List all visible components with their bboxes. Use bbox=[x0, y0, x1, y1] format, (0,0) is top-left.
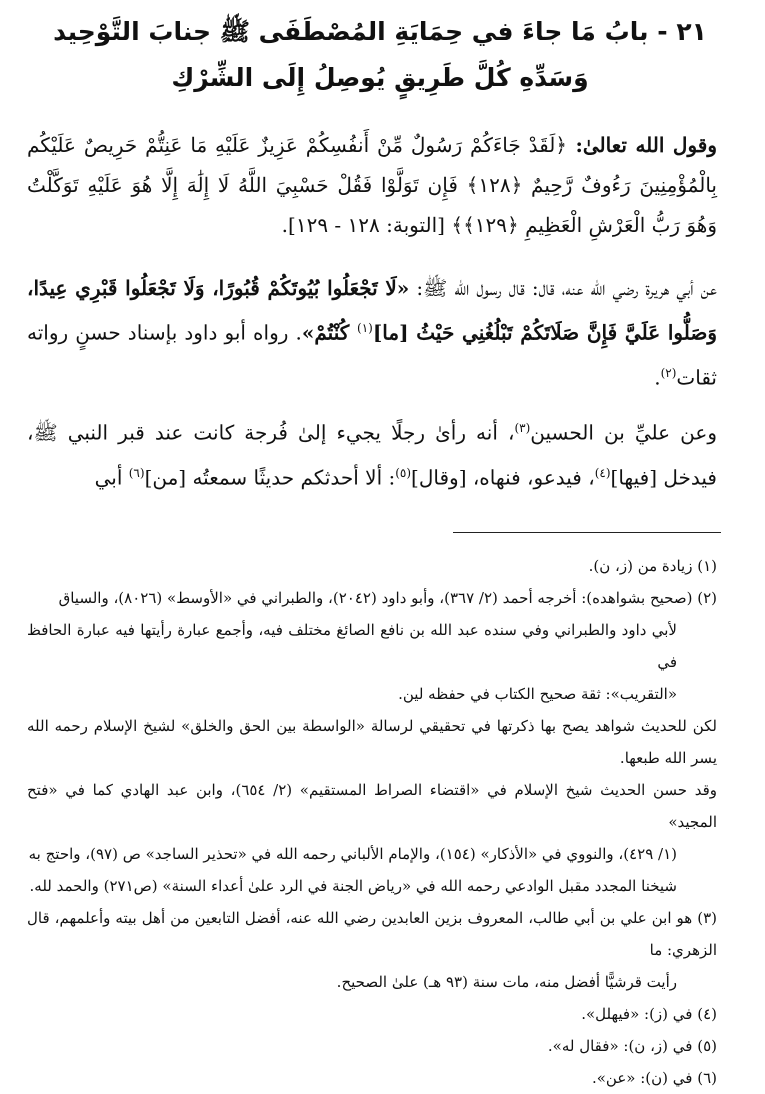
footnote-divider bbox=[453, 532, 721, 533]
footnote-line: (١) زيادة من (ز، ن). bbox=[588, 557, 717, 575]
footnote-line: «التقريب»: ثقة صحيح الكتاب في حفظه لين. bbox=[398, 685, 677, 703]
footnote-ref-6[interactable]: (٦) bbox=[128, 465, 145, 480]
footnote-line: (١/ ٤٢٩)، والنووي في «الأذكار» (١٥٤)، والإمام الألباني رحمه الله في «تحذير الساجد» ص (٩٧)، واحتج به bbox=[28, 845, 677, 863]
narration-part-2: ، أنه رأىٰ رجلًا يجيء إلىٰ فُرجة كانت عند قبر النبي ﷺ، فيدخل [فيها] bbox=[27, 420, 717, 490]
footnote-line: رأيت قرشيًّا أفضل منه، مات سنة (٩٣ هـ) علىٰ الصحيح. bbox=[336, 973, 677, 991]
verse-intro: وقول الله تعالىٰ: bbox=[567, 133, 718, 157]
hadith-text-end: كُنْتُمْ» bbox=[301, 320, 357, 345]
period: . bbox=[654, 365, 661, 390]
hadith-intro: عن أبي هريرة رضي الله عنه، قال: قال رسول الله ﷺ: bbox=[409, 276, 717, 300]
paragraph-quran-verse bbox=[27, 125, 717, 245]
footnote-2 bbox=[27, 582, 717, 902]
footnote-line: لكن للحديث شواهد يصح بها ذكرتها في تحقيقي لرسالة «الواسطة بين الحق والخلق» لشيخ الإسلام رحمه الله يسر الله طبعها. bbox=[27, 717, 717, 767]
narration-part-3: ، فيدعو، فنهاه، [وقال] bbox=[411, 465, 595, 490]
footnote-line: (٥) في (ز، ن): «فقال له». bbox=[547, 1037, 717, 1055]
footnote-1 bbox=[27, 550, 717, 582]
paragraph-ali-ibn-husayn bbox=[27, 408, 717, 497]
footnote-line: وقد حسن الحديث شيخ الإسلام في «اقتضاء الصراط المستقيم» (٢/ ٦٥٤)، وابن عبد الهادي كما في «فتح المجيد» bbox=[27, 781, 717, 831]
footnote-3 bbox=[27, 902, 717, 998]
footnote-ref-1[interactable]: (١) bbox=[357, 321, 373, 335]
narration-part-1: وعن عليِّ بن الحسين bbox=[530, 420, 717, 445]
chapter-title-line-1: ٢١ - بابُ مَا جاءَ في حِمَايَةِ المُصْطَفَى ﷺ جنابَ التَّوْحِيد bbox=[53, 17, 707, 46]
footnote-line: لأبي داود والطبراني وفي سنده عبد الله بن نافع الصائغ مختلف فيه، وأجمع عبارة رأيتها فيه عبارة الحافظ في bbox=[27, 621, 677, 671]
quran-verse: ﴿لَقَدْ جَاءَكُمْ رَسُولٌ مِّنْ أَنفُسِكُمْ عَزِيزٌ عَلَيْهِ مَا عَنِتُّمْ حَرِيصٌ عَلَيْكُم بِالْمُؤْمِنِينَ رَءُوفٌ رَّحِيمٌ ﴿١٢٨﴾ فَإِن تَوَلَّوْا فَقُلْ حَسْبِيَ اللَّهُ لَا إِلَٰهَ إِلَّا هُوَ عَلَيْهِ تَوَكَّلْتُ وَهُوَ رَبُّ الْعَرْشِ الْعَظِيمِ ﴿١٢٩﴾﴾ bbox=[27, 133, 717, 237]
footnote-ref-2[interactable]: (٢) bbox=[660, 365, 677, 380]
footnote-ref-4[interactable]: (٤) bbox=[594, 465, 611, 480]
hadith-grading: . رواه أبو داود بإسناد حسنٍ رواته ثقات bbox=[27, 320, 717, 390]
footnote-line: شيخنا المجدد مقبل الوادعي رحمه الله في «رياض الجنة في الرد علىٰ أعداء السنة» (ص٢٧١) والحمد لله. bbox=[29, 877, 677, 895]
paragraph-hadith-abu-hurayra bbox=[27, 268, 717, 397]
footnote-ref-5[interactable]: (٥) bbox=[395, 465, 412, 480]
narration-part-4: : ألا أحدثكم حديثًا سمعتُه [من] bbox=[144, 465, 396, 490]
footnote-6 bbox=[27, 1062, 717, 1094]
footnote-line: (٤) في (ز): «فيهلل». bbox=[581, 1005, 717, 1023]
footnote-5 bbox=[27, 1030, 717, 1062]
hadith-text: «لَا تَجْعَلُوا بُيُوتَكُمْ قُبُورًا، وَلَا تَجْعَلُوا قَبْرِي عِيدًا، وَصَلُّوا عَلَيَّ فَإِنَّ صَلَاتَكُمْ تَبْلُغُنِي حَيْثُ [ما] bbox=[27, 276, 717, 345]
footnote-line: (٦) في (ن): «عن». bbox=[591, 1069, 717, 1087]
verse-reference: [التوبة: ١٢٨ - ١٢٩]. bbox=[281, 213, 452, 237]
footnote-4 bbox=[27, 998, 717, 1030]
footnote-line: (٢) (صحيح بشواهده): أخرجه أحمد (٢/ ٣٦٧)، وأبو داود (٢٠٤٢)، والطبراني في «الأوسط» (٨٠٢٦)، والسياق bbox=[58, 589, 717, 607]
narration-part-5: أبي bbox=[94, 465, 129, 490]
footnotes bbox=[27, 550, 717, 1094]
footnote-ref-3[interactable]: (٣) bbox=[514, 421, 531, 435]
footnote-line: (٣) هو ابن علي بن أبي طالب، المعروف بزين العابدين رضي الله عنه، أفضل التابعين من أهل بيته وأعلمهم، قال الزهري: ما bbox=[27, 909, 717, 959]
chapter-title-line-2: وَسَدِّهِ كُلَّ طَرِيقٍ يُوصِلُ إِلَى الشِّرْكِ bbox=[171, 63, 589, 92]
